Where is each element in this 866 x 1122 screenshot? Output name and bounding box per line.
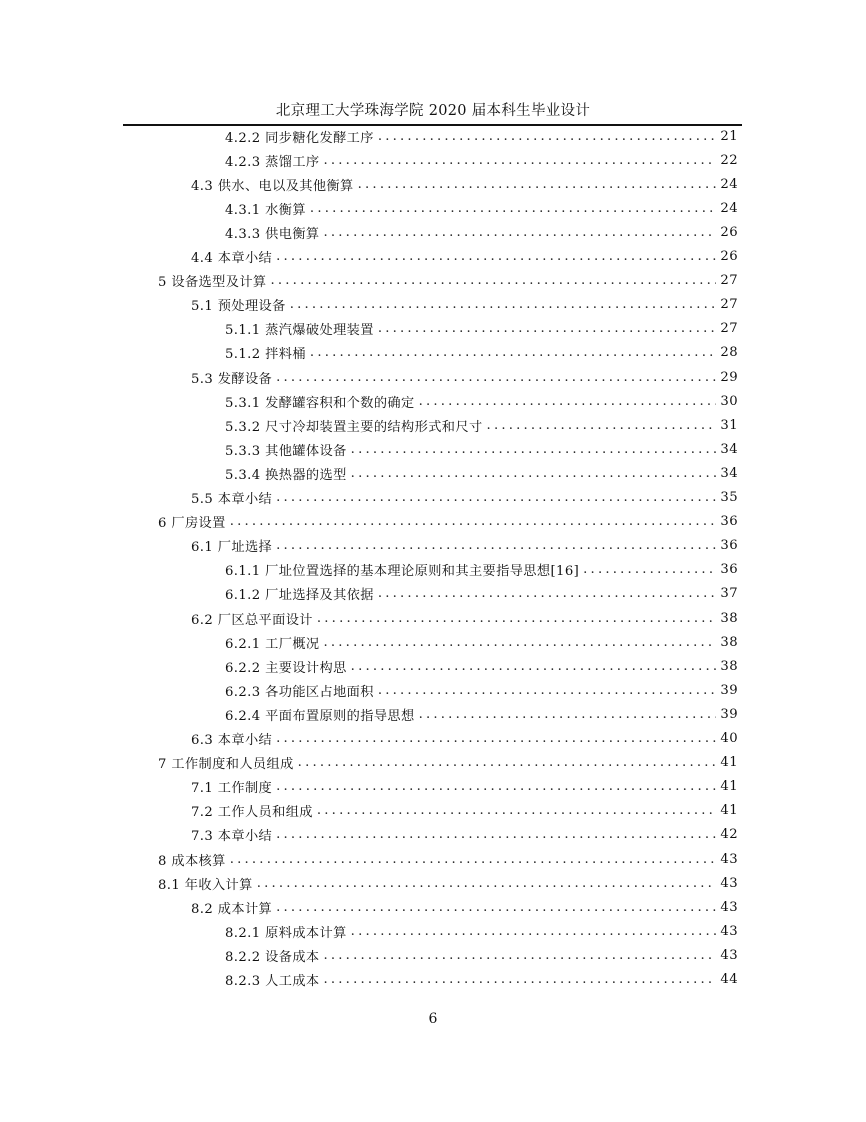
toc-entry-label: 5.5 本章小结 [191, 492, 273, 507]
toc-entry-page: 37 [720, 586, 738, 602]
toc-entry[interactable] [191, 895, 738, 919]
toc-entry[interactable] [225, 196, 738, 220]
toc-entry-label: 5.1.1 蒸汽爆破处理装置 [225, 323, 374, 339]
toc-entry-label: 5.3 发酵设备 [191, 371, 273, 387]
toc-entry-page: 27 [720, 297, 738, 313]
toc-entry[interactable] [158, 751, 738, 775]
toc-entry[interactable] [191, 534, 738, 558]
toc-entry-label: 6.2.4 平面布置原则的指导思想 [225, 708, 415, 724]
toc-entry-label: 4.3.1 水衡算 [225, 202, 306, 218]
toc-entry-page: 43 [720, 899, 738, 915]
toc-leader-dots [230, 852, 717, 867]
toc-entry-label: 6.1.1 厂址位置选择的基本理论原则和其主要指导思想[16] [225, 564, 580, 580]
toc-leader-dots [230, 514, 717, 529]
toc-entry-label: 6.2.1 工厂概况 [225, 636, 320, 652]
toc-entry-label: 6.3 本章小结 [191, 733, 273, 748]
toc-leader-dots [276, 900, 716, 915]
toc-entry-label: 7.1 工作制度 [191, 781, 273, 797]
toc-leader-dots [290, 297, 717, 312]
toc-leader-dots [324, 972, 717, 987]
toc-entry-page: 36 [720, 514, 738, 530]
toc-entry-page: 24 [720, 200, 738, 216]
toc-entry-label: 5.3.4 换热器的选型 [225, 467, 347, 483]
toc-entry-label: 6.2.3 各功能区占地面积 [225, 684, 374, 700]
toc-entry-page: 43 [720, 923, 738, 939]
toc-entry-label: 5.3.3 其他罐体设备 [225, 443, 347, 459]
toc-entry-label: 4.2.3 蒸馏工序 [225, 154, 320, 170]
toc-entry-label: 5.1.2 拌料桶 [225, 347, 306, 363]
toc-leader-dots [351, 924, 717, 939]
toc-entry-label: 5.3.2 尺寸冷却装置主要的结构形式和尺寸 [225, 419, 483, 435]
toc-leader-dots [271, 273, 717, 288]
toc-leader-dots [257, 876, 717, 891]
toc-entry-page: 43 [720, 851, 738, 867]
toc-entry[interactable] [191, 486, 738, 510]
toc-entry-page: 34 [720, 465, 738, 481]
toc-leader-dots [351, 442, 717, 457]
toc-entry-label: 6.1 厂址选择 [191, 540, 273, 556]
toc-entry[interactable] [225, 317, 738, 341]
toc-entry[interactable] [225, 558, 738, 582]
toc-entry-label: 4.3 供水、电以及其他衡算 [191, 178, 354, 194]
toc-entry-page: 36 [720, 538, 738, 554]
toc-entry-page: 27 [720, 321, 738, 337]
toc-entry-label: 7 工作制度和人员组成 [158, 757, 294, 773]
toc-entry[interactable] [225, 413, 738, 437]
toc-leader-dots [487, 418, 717, 433]
toc-leader-dots [351, 659, 717, 674]
toc-entry-page: 43 [720, 875, 738, 891]
toc-entry-label: 7.2 工作人员和组成 [191, 805, 313, 821]
toc-entry-page: 28 [720, 345, 738, 361]
toc-entry[interactable] [225, 220, 738, 244]
toc-leader-dots [310, 201, 716, 216]
toc-entry[interactable] [225, 968, 738, 992]
toc-entry-label: 7.3 本章小结 [191, 829, 273, 845]
toc-leader-dots [583, 562, 716, 577]
toc-entry-page: 30 [720, 393, 738, 409]
toc-leader-dots [419, 394, 717, 409]
toc-leader-dots [324, 635, 717, 650]
toc-entry-page: 34 [720, 441, 738, 457]
toc-leader-dots [378, 586, 717, 601]
toc-entry-label: 6.1.2 厂址选择及其依据 [225, 588, 374, 604]
toc-entry[interactable] [225, 148, 738, 172]
toc-entry-page: 41 [720, 779, 738, 795]
toc-entry[interactable] [191, 823, 738, 847]
toc-entry-page: 42 [720, 827, 738, 843]
toc-leader-dots [276, 731, 716, 746]
toc-leader-dots [324, 948, 717, 963]
toc-leader-dots [276, 370, 716, 385]
toc-entry[interactable] [191, 245, 738, 269]
page-header: 北京理工大学珠海学院 2020 届本科生毕业设计 [275, 103, 591, 119]
toc-entry-page: 38 [720, 658, 738, 674]
toc-entry-page: 26 [720, 249, 738, 264]
toc-entry[interactable] [158, 847, 738, 871]
toc-entry-page: 44 [720, 972, 738, 987]
toc-entry-page: 29 [720, 369, 738, 385]
toc-entry[interactable] [225, 654, 738, 678]
toc-entry-page: 36 [720, 562, 738, 578]
toc-entry[interactable] [225, 437, 738, 461]
toc-entry-page: 38 [720, 610, 738, 626]
toc-entry-page: 41 [720, 803, 738, 819]
toc-entry[interactable] [191, 727, 738, 751]
toc-entry-label: 8.2.3 人工成本 [225, 974, 320, 989]
toc-entry[interactable] [191, 799, 738, 823]
toc-leader-dots [324, 225, 717, 240]
toc-entry-page: 21 [720, 128, 738, 144]
toc-entry[interactable] [191, 606, 738, 630]
toc-entry-label: 5.1 预处理设备 [191, 299, 286, 315]
toc-entry[interactable] [225, 341, 738, 365]
toc-leader-dots [351, 466, 717, 481]
toc-entry[interactable] [191, 365, 738, 389]
toc-leader-dots [276, 249, 716, 264]
toc-entry[interactable] [225, 389, 738, 413]
toc-entry-page: 39 [720, 706, 738, 722]
toc-leader-dots [276, 827, 716, 842]
toc-entry[interactable] [191, 293, 738, 317]
toc-leader-dots [378, 683, 717, 698]
toc-entry-page: 22 [720, 152, 738, 168]
toc-leader-dots [419, 707, 717, 722]
toc-entry-page: 38 [720, 634, 738, 650]
toc-entry[interactable] [191, 172, 738, 196]
toc-leader-dots [378, 321, 717, 336]
toc-entry-label: 4.3.3 供电衡算 [225, 226, 320, 242]
toc-entry-label: 6.2.2 主要设计构思 [225, 660, 347, 676]
toc-entry[interactable] [225, 678, 738, 702]
toc-entry[interactable] [225, 630, 738, 654]
toc-entry-page: 41 [720, 755, 738, 771]
toc-entry-label: 5 设备选型及计算 [158, 275, 267, 291]
toc-entry[interactable] [191, 775, 738, 799]
toc-leader-dots [378, 129, 717, 144]
toc-entry[interactable] [225, 582, 738, 606]
toc-entry-page: 43 [720, 947, 738, 963]
toc-entry-label: 5.3.1 发酵罐容积和个数的确定 [225, 395, 415, 411]
toc-entry-label: 8.1 年收入计算 [158, 877, 253, 893]
toc-entry-label: 6 厂房设置 [158, 516, 226, 532]
toc-entry-page: 24 [720, 176, 738, 192]
toc-entry-page: 40 [720, 731, 738, 746]
toc-leader-dots [324, 153, 717, 168]
toc-entry[interactable] [225, 702, 738, 726]
toc-leader-dots [276, 779, 716, 794]
toc-leader-dots [276, 538, 716, 553]
toc-entry[interactable] [225, 124, 738, 148]
toc-entry-label: 4.4 本章小结 [191, 251, 273, 266]
toc-entry-label: 4.2.2 同步糖化发酵工序 [225, 130, 374, 146]
toc-leader-dots [317, 803, 717, 818]
toc-entry[interactable] [158, 871, 738, 895]
toc-entry-page: 26 [720, 224, 738, 240]
toc-entry[interactable] [158, 269, 738, 293]
toc-entry[interactable] [225, 943, 738, 967]
toc-leader-dots [358, 177, 717, 192]
toc-leader-dots [276, 490, 716, 505]
toc-entry[interactable] [225, 919, 738, 943]
toc-entry-label: 8.2.2 设备成本 [225, 949, 320, 965]
toc-entry-page: 27 [720, 273, 738, 289]
toc-entry-label: 8.2.1 原料成本计算 [225, 925, 347, 941]
toc-leader-dots [317, 611, 717, 626]
toc-leader-dots [310, 345, 716, 360]
toc-entry-page: 35 [720, 490, 738, 505]
toc-entry[interactable] [158, 510, 738, 534]
toc-entry-label: 8.2 成本计算 [191, 901, 273, 917]
toc-entry-label: 8 成本核算 [158, 853, 226, 869]
toc-leader-dots [298, 755, 717, 770]
toc-entry[interactable] [225, 461, 738, 485]
toc-entry-label: 6.2 厂区总平面设计 [191, 612, 313, 628]
page-number: 6 [428, 1011, 438, 1027]
toc-entry-page: 31 [720, 417, 738, 433]
toc-entry-page: 39 [720, 682, 738, 698]
